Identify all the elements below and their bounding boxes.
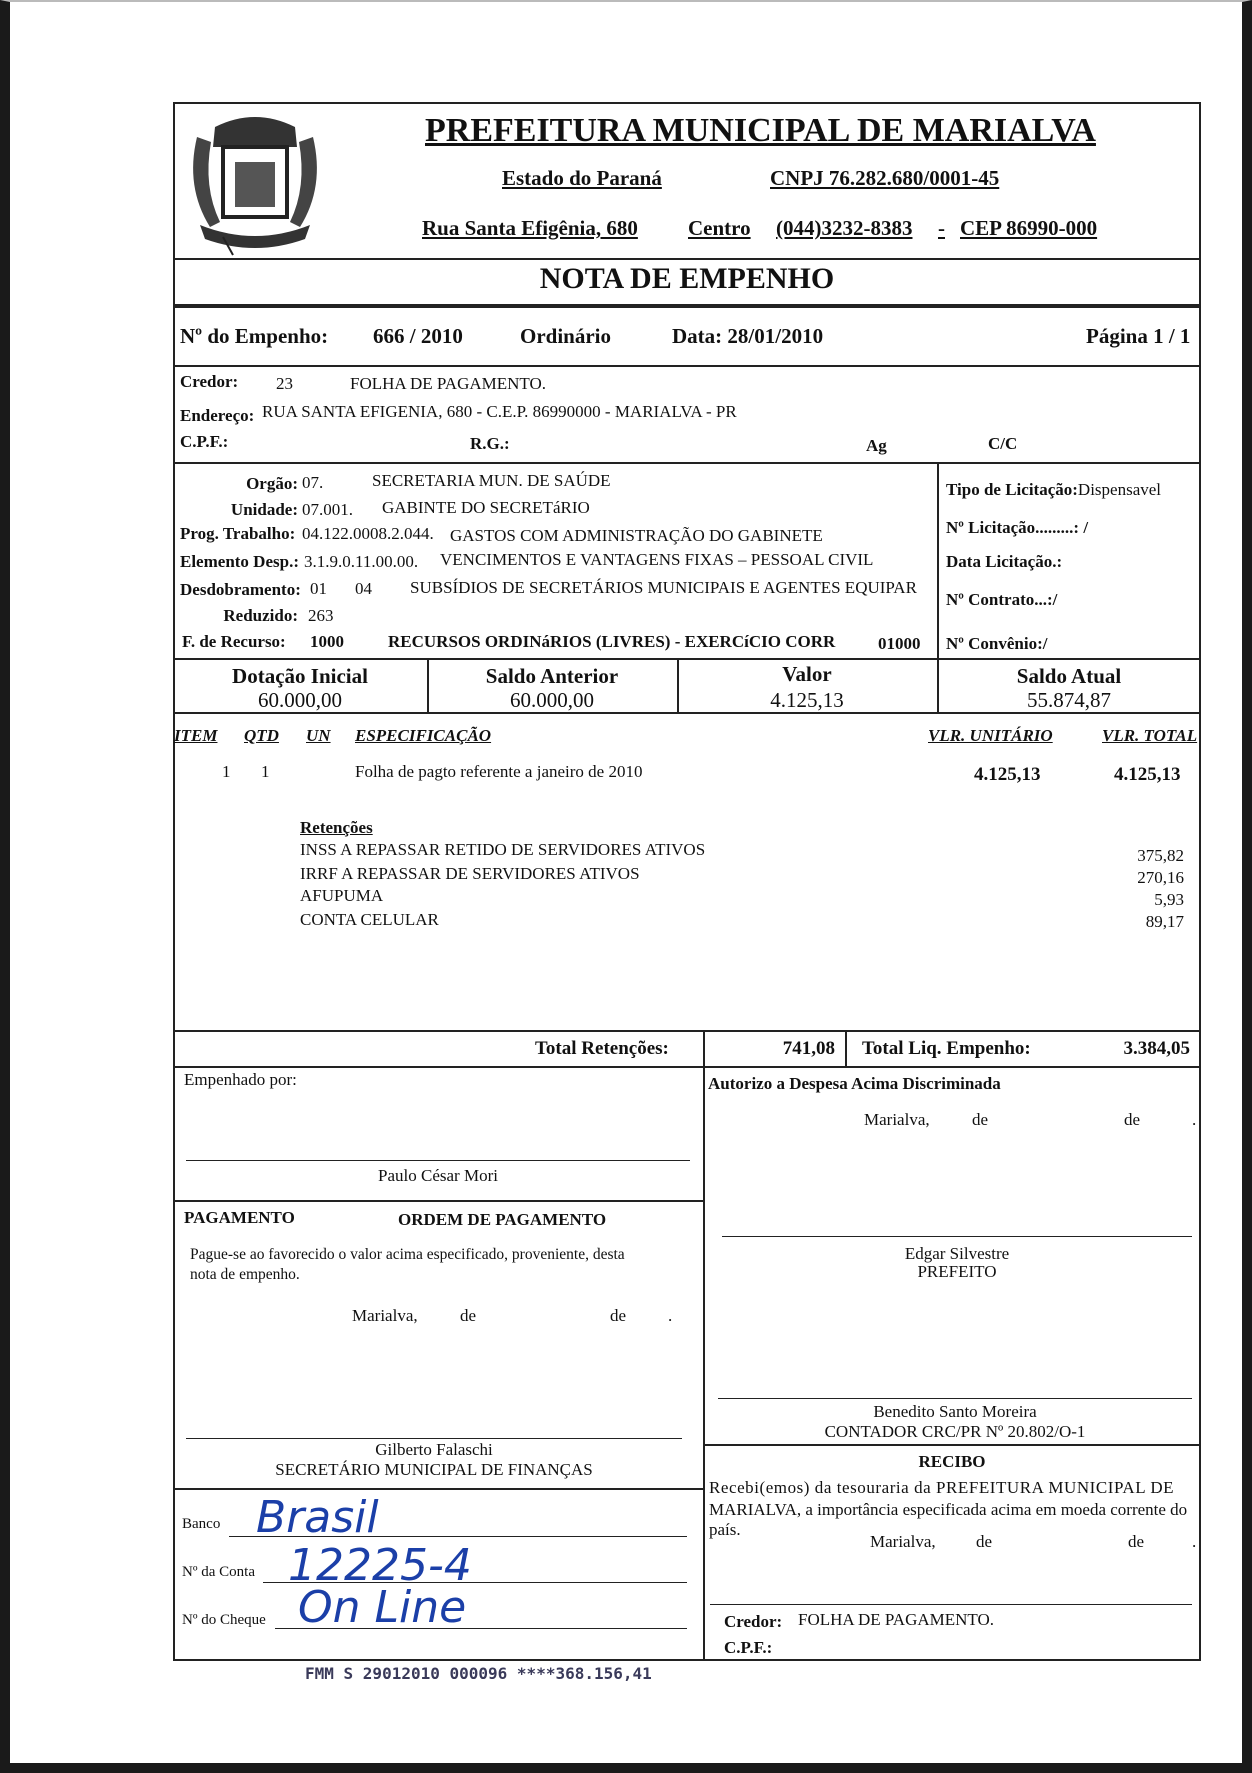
retencao-value: 5,93 bbox=[1154, 890, 1184, 909]
header-cnpj: CNPJ 76.282.680/0001-45 bbox=[770, 166, 1000, 190]
autorizo-de: de bbox=[1124, 1110, 1141, 1129]
orgao-label: Orgão: bbox=[246, 474, 298, 493]
col-header-qtd: QTD bbox=[244, 726, 279, 745]
unidade-label: Unidade: bbox=[230, 500, 298, 519]
prog-label: Prog. Trabalho: bbox=[180, 524, 296, 543]
autorizo-city: Marialva, bbox=[864, 1110, 930, 1129]
recurso-number: 01000 bbox=[878, 634, 921, 653]
header-address: Rua Santa Efigênia, 680 bbox=[422, 216, 638, 240]
empenho-type: Ordinário bbox=[520, 324, 612, 348]
elemento-code: 3.1.9.0.11.00.00. bbox=[304, 552, 419, 571]
valor-value: 4.125,13 bbox=[770, 688, 844, 712]
dotacao-label: Dotação Inicial bbox=[232, 664, 368, 688]
recibo-de: de bbox=[1128, 1532, 1145, 1551]
saldo-atual-label: Saldo Atual bbox=[1016, 664, 1122, 688]
address-label: Endereço: bbox=[180, 406, 255, 425]
credor-code: 23 bbox=[276, 374, 293, 393]
elemento-label: Elemento Desp.: bbox=[180, 552, 299, 571]
retencao-value: 375,82 bbox=[1137, 846, 1184, 865]
retencao-desc: INSS A REPASSAR RETIDO DE SERVIDORES ATIVOS bbox=[300, 840, 706, 859]
pagamento-text: Pague-se ao favorecido o valor acima especificado, proveniente, desta bbox=[190, 1246, 625, 1263]
divider bbox=[173, 258, 1201, 260]
empenho-label: Nº do Empenho: bbox=[180, 324, 329, 348]
banco-handwritten: Brasil bbox=[256, 1492, 379, 1543]
unidade-code: 07.001. bbox=[302, 500, 353, 519]
empenhado-name: Paulo César Mori bbox=[378, 1166, 498, 1185]
autorizo-de: de bbox=[972, 1110, 989, 1129]
contrato-number: Nº Contrato...:/ bbox=[946, 590, 1058, 609]
recurso-code: 1000 bbox=[310, 632, 344, 651]
retencao-desc: CONTA CELULAR bbox=[300, 910, 439, 929]
pagamento-dot: . bbox=[668, 1306, 673, 1325]
authentication-stamp: FMM S 29012010 000096 ****368.156,41 bbox=[305, 1664, 652, 1683]
header-dash: - bbox=[938, 216, 945, 240]
coat-of-arms-logo bbox=[185, 107, 325, 257]
item-number: 1 bbox=[222, 762, 231, 781]
header-title: PREFEITURA MUNICIPAL DE MARIALVA bbox=[425, 112, 1096, 149]
cheque-label: Nº do Cheque bbox=[182, 1612, 266, 1628]
pagamento-text: nota de empenho. bbox=[190, 1266, 300, 1283]
unidade-name: GABINTE DO SECRETáRIO bbox=[382, 498, 590, 517]
divider bbox=[173, 1030, 1201, 1032]
saldo-anterior-label: Saldo Anterior bbox=[485, 664, 619, 688]
signature-line bbox=[718, 1398, 1192, 1399]
desdobramento-name: SUBSÍDIOS DE SECRETÁRIOS MUNICIPAIS E AGENTES EQUIPAR bbox=[410, 578, 917, 597]
recibo-city: Marialva, bbox=[870, 1532, 936, 1551]
conta-label: Nº da Conta bbox=[182, 1564, 255, 1580]
item-qtd: 1 bbox=[261, 762, 270, 781]
cheque-handwritten: On Line bbox=[298, 1582, 467, 1633]
empenhado-label: Empenhado por: bbox=[184, 1070, 297, 1089]
divider bbox=[937, 462, 939, 658]
dotacao-value: 60.000,00 bbox=[258, 688, 342, 712]
cc-label: C/C bbox=[988, 434, 1018, 453]
licitacao-number: Nº Licitação.........: / bbox=[946, 518, 1089, 537]
total-liquido-value: 3.384,05 bbox=[1123, 1038, 1190, 1059]
rg-label: R.G.: bbox=[470, 434, 510, 453]
retencao-desc: IRRF A REPASSAR DE SERVIDORES ATIVOS bbox=[300, 864, 640, 883]
empenho-date: Data: 28/01/2010 bbox=[672, 324, 824, 348]
divider bbox=[173, 1066, 1201, 1068]
pagamento-de: de bbox=[460, 1306, 477, 1325]
recibo-credor-label: Credor: bbox=[724, 1612, 783, 1631]
item-total-value: 4.125,13 bbox=[1114, 764, 1181, 785]
document-title: NOTA DE EMPENHO bbox=[539, 262, 835, 295]
orgao-code: 07. bbox=[302, 473, 324, 492]
divider bbox=[173, 462, 1201, 464]
empenho-number: 666 / 2010 bbox=[373, 324, 463, 348]
saldo-anterior-value: 60.000,00 bbox=[510, 688, 594, 712]
credor-name: FOLHA DE PAGAMENTO. bbox=[350, 374, 546, 393]
divider bbox=[173, 304, 1201, 308]
divider bbox=[173, 658, 1201, 660]
header-phone: (044)3232-8383 bbox=[776, 216, 913, 240]
retencao-desc: AFUPUMA bbox=[300, 886, 384, 905]
empenho-page: Página 1 / 1 bbox=[1086, 324, 1191, 348]
prefeito-title: PREFEITO bbox=[917, 1262, 997, 1281]
divider bbox=[845, 1030, 847, 1066]
signature-line bbox=[722, 1236, 1192, 1237]
total-liquido-label: Total Liq. Empenho: bbox=[862, 1038, 1031, 1059]
pagamento-label: PAGAMENTO bbox=[184, 1208, 295, 1227]
total-retencoes-value: 741,08 bbox=[782, 1038, 835, 1059]
retencao-value: 89,17 bbox=[1145, 912, 1184, 931]
recibo-title: RECIBO bbox=[918, 1452, 986, 1471]
valor-label: Valor bbox=[782, 662, 832, 686]
contador-name: Benedito Santo Moreira bbox=[873, 1402, 1037, 1421]
ag-label: Ag bbox=[866, 436, 887, 455]
prog-code: 04.122.0008.2.044. bbox=[302, 524, 434, 543]
header-state: Estado do Paraná bbox=[502, 166, 662, 190]
prog-name: GASTOS COM ADMINISTRAÇÃO DO GABINETE bbox=[450, 526, 823, 545]
recibo-text: país. bbox=[709, 1520, 741, 1539]
contador-title: CONTADOR CRC/PR Nº 20.802/O-1 bbox=[824, 1422, 1086, 1441]
total-retencoes-label: Total Retenções: bbox=[535, 1038, 669, 1059]
recibo-de: de bbox=[976, 1532, 993, 1551]
signature-line bbox=[186, 1160, 690, 1161]
reduzido-code: 263 bbox=[308, 606, 334, 625]
reduzido-label: Reduzido: bbox=[223, 606, 298, 625]
conta-handwritten: 12225-4 bbox=[288, 1540, 472, 1591]
recibo-credor-name: FOLHA DE PAGAMENTO. bbox=[798, 1610, 994, 1629]
licitacao-tipo bbox=[946, 480, 1161, 500]
credor-label: Credor: bbox=[180, 372, 239, 391]
pagamento-city: Marialva, bbox=[352, 1306, 418, 1325]
desdobramento-code1: 01 bbox=[310, 579, 327, 598]
signature-line bbox=[186, 1438, 682, 1439]
convenio-number: Nº Convênio:/ bbox=[946, 634, 1048, 653]
col-header-item: ITEM bbox=[174, 726, 218, 745]
cpf-label: C.P.F.: bbox=[180, 432, 229, 451]
col-header-especificacao: ESPECIFICAÇÃO bbox=[355, 726, 492, 745]
recibo-text: MARIALVA, a importância especificada acima em moeda corrente do bbox=[709, 1500, 1188, 1519]
recibo-dot: . bbox=[1192, 1532, 1197, 1551]
recibo-text: Recebi(emos) da tesouraria da PREFEITURA MUNICIPAL DE bbox=[709, 1478, 1175, 1497]
prefeito-name: Edgar Silvestre bbox=[904, 1244, 1010, 1263]
desdobramento-label: Desdobramento: bbox=[180, 580, 301, 599]
divider bbox=[173, 712, 1201, 714]
recibo-cpf-label: C.P.F.: bbox=[724, 1638, 773, 1657]
col-header-vlr-unitario: VLR. UNITÁRIO bbox=[928, 726, 1053, 745]
col-header-un: UN bbox=[306, 726, 331, 745]
autorizo-label: Autorizo a Despesa Acima Discriminada bbox=[708, 1074, 1001, 1093]
desdobramento-code2: 04 bbox=[355, 579, 372, 598]
autorizo-dot: . bbox=[1192, 1110, 1197, 1129]
signature-line bbox=[710, 1604, 1192, 1605]
ordem-pagamento-label: ORDEM DE PAGAMENTO bbox=[398, 1210, 607, 1229]
retencao-value: 270,16 bbox=[1137, 868, 1184, 887]
saldo-atual-value: 55.874,87 bbox=[1027, 688, 1111, 712]
recurso-name: RECURSOS ORDINáRIOS (LIVRES) - EXERCíCIO CORR bbox=[388, 632, 836, 651]
recurso-label: F. de Recurso: bbox=[182, 632, 286, 651]
header-cep: CEP 86990-000 bbox=[960, 216, 1098, 240]
elemento-name: VENCIMENTOS E VANTAGENS FIXAS – PESSOAL CIVIL bbox=[440, 550, 874, 569]
orgao-name: SECRETARIA MUN. DE SAÚDE bbox=[372, 471, 611, 490]
header-district: Centro bbox=[688, 216, 751, 240]
pagamento-de: de bbox=[610, 1306, 627, 1325]
col-header-vlr-total: VLR. TOTAL bbox=[1102, 726, 1198, 745]
secretario-title: SECRETÁRIO MUNICIPAL DE FINANÇAS bbox=[275, 1460, 593, 1479]
secretario-name: Gilberto Falaschi bbox=[375, 1440, 493, 1459]
licitacao-date: Data Licitação.: bbox=[946, 552, 1063, 571]
divider bbox=[173, 1488, 703, 1490]
divider bbox=[173, 365, 1201, 367]
banco-label: Banco bbox=[182, 1516, 221, 1532]
retencoes-title: Retenções bbox=[300, 818, 373, 837]
licitacao-tipo-label: Tipo de Licitação: bbox=[946, 480, 1078, 499]
divider bbox=[173, 1200, 703, 1202]
divider bbox=[703, 1066, 705, 1661]
item-description: Folha de pagto referente a janeiro de 2010 bbox=[355, 762, 643, 781]
licitacao-tipo-value: Dispensavel bbox=[1077, 480, 1162, 499]
item-unit-value: 4.125,13 bbox=[974, 764, 1041, 785]
divider bbox=[703, 1444, 1201, 1446]
credor-address: RUA SANTA EFIGENIA, 680 - C.E.P. 86990000 - MARIALVA - PR bbox=[262, 402, 737, 421]
